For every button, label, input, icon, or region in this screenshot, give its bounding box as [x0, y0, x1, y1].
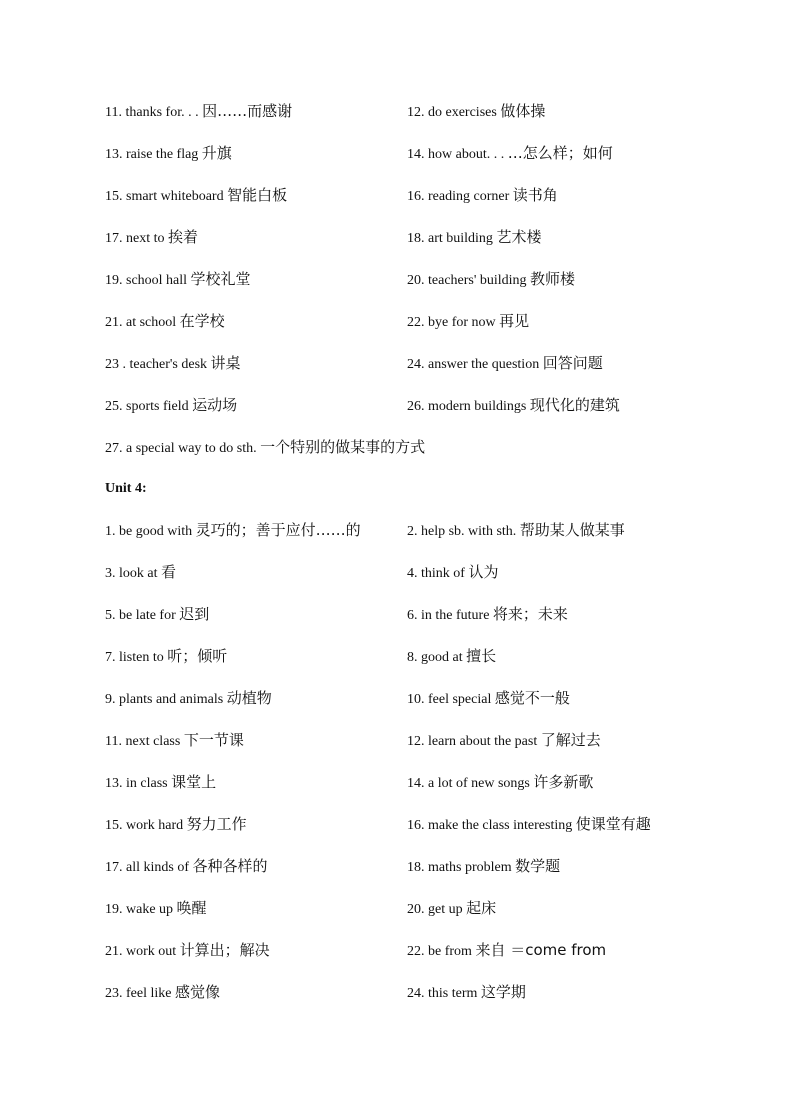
english-phrase: 19. school hall [105, 273, 191, 288]
chinese-meaning: 动植物 [226, 689, 272, 707]
chinese-meaning: 做体操 [500, 102, 546, 120]
english-phrase: 11. next class [105, 734, 184, 749]
phrase-entry-right [407, 644, 496, 670]
phrase-entry-right [407, 309, 529, 335]
phrase-entry-right [407, 560, 498, 586]
chinese-meaning: 来自 ＝come from [475, 941, 607, 959]
chinese-meaning: 计算出；解决 [179, 941, 270, 959]
chinese-meaning: 数学题 [515, 857, 561, 875]
phrase-row [105, 854, 745, 878]
chinese-meaning: 感觉不一般 [494, 689, 570, 707]
phrase-entry-left [105, 602, 209, 628]
phrase-row [105, 99, 745, 123]
phrase-row [105, 686, 745, 710]
phrase-entry-left [105, 267, 251, 293]
chinese-meaning: 努力工作 [186, 815, 247, 833]
chinese-meaning: 灵巧的；善于应付……的 [195, 521, 361, 539]
chinese-meaning: 现代化的建筑 [529, 396, 620, 414]
english-phrase: 24. this term [407, 986, 481, 1001]
phrase-entry-right [407, 896, 496, 922]
phrase-row [105, 267, 745, 291]
phrase-entry-right [407, 351, 603, 377]
phrase-entry-right [407, 225, 541, 251]
phrase-row [105, 183, 745, 207]
phrase-row [105, 393, 745, 417]
chinese-meaning: 教师楼 [530, 270, 576, 288]
phrase-entry-left [105, 351, 241, 377]
phrase-entry-right [407, 183, 558, 209]
english-phrase: 12. do exercises [407, 105, 501, 120]
phrase-row [105, 435, 745, 459]
english-phrase: 20. get up [407, 902, 467, 917]
chinese-meaning: 了解过去 [540, 731, 601, 749]
phrase-row [105, 225, 745, 249]
phrase-entry-left [105, 938, 270, 964]
english-phrase: 6. in the future [407, 608, 493, 623]
chinese-meaning: 起床 [466, 899, 497, 917]
phrase-entry-right [407, 728, 601, 754]
chinese-meaning: 回答问题 [542, 354, 603, 372]
english-phrase: 24. answer the question [407, 357, 543, 372]
english-phrase: 13. raise the flag [105, 147, 202, 162]
phrase-entry-left [105, 309, 225, 335]
unit-4-heading: Unit 4: [105, 481, 147, 496]
chinese-meaning: 再见 [499, 312, 530, 330]
english-phrase: 14. a lot of new songs [407, 776, 534, 791]
english-phrase: 14. how about. . . [407, 147, 508, 162]
phrase-entry-right [407, 99, 545, 125]
phrase-row [105, 141, 745, 165]
phrase-entry-right [407, 812, 651, 838]
phrase-entry-right [407, 518, 625, 544]
phrase-entry-left [105, 560, 176, 586]
phrase-entry-right [407, 602, 568, 628]
phrase-entry-left [105, 141, 232, 167]
english-phrase: 2. help sb. with sth. [407, 524, 520, 539]
phrase-entry-right [407, 770, 593, 796]
english-phrase: 12. learn about the past [407, 734, 541, 749]
phrase-entry-left [105, 896, 207, 922]
english-phrase: 21. at school [105, 315, 180, 330]
english-phrase: 25. sports field [105, 399, 193, 414]
phrase-row [105, 644, 745, 668]
phrase-entry-left [105, 770, 216, 796]
phrase-row [105, 728, 745, 752]
english-phrase: 20. teachers' building [407, 273, 531, 288]
phrase-entry-right [407, 267, 575, 293]
english-phrase: 21. work out [105, 944, 180, 959]
english-phrase: 18. art building [407, 231, 497, 246]
chinese-meaning: 因……而感谢 [202, 102, 293, 120]
english-phrase: 19. wake up [105, 902, 177, 917]
phrase-entry-right [407, 686, 570, 712]
english-phrase: 18. maths problem [407, 860, 516, 875]
english-phrase: 17. next to [105, 231, 168, 246]
chinese-meaning: 智能白板 [227, 186, 288, 204]
phrase-row [105, 770, 745, 794]
phrase-entry-left [105, 183, 287, 209]
chinese-meaning: 迟到 [179, 605, 210, 623]
english-phrase: 22. bye for now [407, 315, 500, 330]
english-phrase: 16. make the class interesting [407, 818, 576, 833]
phrase-entry-right [407, 854, 560, 880]
phrase-entry-left [105, 980, 220, 1006]
chinese-meaning: 擅长 [466, 647, 497, 665]
phrase-entry-left [105, 435, 425, 461]
phrase-row [105, 602, 745, 626]
phrase-row [105, 560, 745, 584]
chinese-meaning: 唤醒 [176, 899, 207, 917]
phrase-row [105, 518, 745, 542]
english-phrase: 23. feel like [105, 986, 175, 1001]
phrase-entry-left [105, 225, 198, 251]
english-phrase: 15. smart whiteboard [105, 189, 228, 204]
phrase-entry-left [105, 393, 237, 419]
chinese-meaning: 在学校 [179, 312, 225, 330]
english-phrase: 1. be good with [105, 524, 196, 539]
chinese-meaning: 这学期 [480, 983, 526, 1001]
chinese-meaning: 帮助某人做某事 [519, 521, 625, 539]
chinese-meaning: 一个特别的做某事的方式 [260, 438, 426, 456]
chinese-meaning: …怎么样；如何 [507, 144, 613, 162]
phrase-row [105, 938, 745, 962]
phrase-entry-left [105, 644, 227, 670]
chinese-meaning: 使课堂有趣 [575, 815, 651, 833]
phrase-row [105, 309, 745, 333]
phrase-entry-right [407, 980, 526, 1006]
english-phrase: 11. thanks for. . . [105, 105, 203, 120]
english-phrase: 9. plants and animals [105, 692, 227, 707]
phrase-entry-left [105, 518, 361, 544]
english-phrase: 4. think of [407, 566, 469, 581]
phrase-entry-left [105, 812, 247, 838]
phrase-entry-right [407, 141, 613, 167]
chinese-meaning: 各种各样的 [192, 857, 268, 875]
english-phrase: 27. a special way to do sth. [105, 441, 261, 456]
chinese-meaning: 读书角 [512, 186, 558, 204]
chinese-meaning: 学校礼堂 [190, 270, 251, 288]
english-phrase: 16. reading corner [407, 189, 513, 204]
chinese-meaning: 升旗 [201, 144, 232, 162]
phrase-row [105, 351, 745, 375]
chinese-meaning: 艺术楼 [496, 228, 542, 246]
chinese-meaning: 挨着 [168, 228, 199, 246]
phrase-entry-right [407, 938, 606, 964]
chinese-meaning: 许多新歌 [533, 773, 594, 791]
english-phrase: 15. work hard [105, 818, 187, 833]
chinese-meaning: 课堂上 [171, 773, 217, 791]
chinese-meaning: 看 [161, 563, 177, 581]
chinese-meaning: 听；倾听 [167, 647, 228, 665]
phrase-entry-left [105, 99, 292, 125]
phrase-entry-left [105, 686, 272, 712]
phrase-entry-right [407, 393, 620, 419]
english-phrase: 26. modern buildings [407, 399, 530, 414]
english-phrase: 5. be late for [105, 608, 180, 623]
phrase-row [105, 896, 745, 920]
english-phrase: 7. listen to [105, 650, 168, 665]
phrase-entry-left [105, 854, 268, 880]
phrase-row [105, 980, 745, 1004]
english-phrase: 17. all kinds of [105, 860, 193, 875]
chinese-meaning: 将来；未来 [492, 605, 568, 623]
chinese-meaning: 认为 [468, 563, 499, 581]
chinese-meaning: 感觉像 [174, 983, 220, 1001]
english-phrase: 22. be from [407, 944, 476, 959]
english-phrase: 8. good at [407, 650, 467, 665]
english-phrase: 3. look at [105, 566, 161, 581]
chinese-meaning: 运动场 [192, 396, 238, 414]
phrase-row [105, 812, 745, 836]
chinese-meaning: 下一节课 [183, 731, 244, 749]
phrase-entry-left [105, 728, 244, 754]
english-phrase: 23 . teacher's desk [105, 357, 211, 372]
english-phrase: 13. in class [105, 776, 172, 791]
chinese-meaning: 讲桌 [210, 354, 241, 372]
english-phrase: 10. feel special [407, 692, 495, 707]
